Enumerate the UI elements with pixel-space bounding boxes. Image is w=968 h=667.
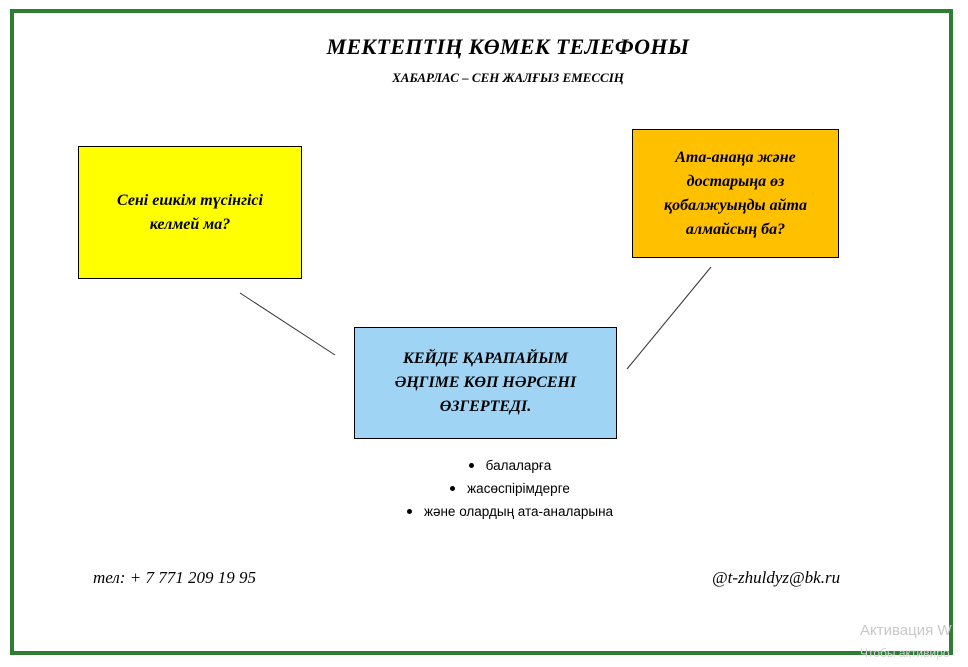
bullet-icon bbox=[450, 486, 455, 491]
question-left-text: Сені ешкім түсінгісі келмей ма? bbox=[117, 191, 263, 233]
bullet-icon bbox=[469, 463, 474, 468]
audience-item-parents: және олардың ата-аналарына bbox=[423, 504, 614, 519]
poster-title: МЕКТЕПТІҢ КӨМЕК ТЕЛЕФОНЫ bbox=[326, 34, 690, 59]
audience-list bbox=[380, 454, 640, 523]
activation-watermark-sub: Чтобы активиро bbox=[860, 646, 950, 660]
poster-subtitle: ХАБАРЛАС – СЕН ЖАЛҒЫЗ ЕМЕССІҢ bbox=[392, 70, 624, 85]
phone-number: тел: + 7 771 209 19 95 bbox=[93, 568, 256, 587]
audience-item-children: балаларға bbox=[485, 458, 552, 473]
list-item bbox=[380, 454, 640, 477]
email-address[interactable]: @t-zhuldyz@bk.ru bbox=[712, 568, 841, 587]
question-box-left bbox=[78, 146, 302, 279]
question-box-right bbox=[632, 129, 839, 258]
activation-watermark: Активация W bbox=[860, 622, 952, 639]
bullet-icon bbox=[407, 509, 412, 514]
question-right-text: Ата-анаңа және достарыңа өз қобалжуыңды айта алмайсың ба? bbox=[663, 148, 807, 238]
message-box-center bbox=[354, 327, 617, 439]
list-item bbox=[380, 500, 640, 523]
list-item bbox=[380, 477, 640, 500]
message-center-text: КЕЙДЕ ҚАРАПАЙЫМ ӘҢГІМЕ КӨП НӘРСЕНІ ӨЗГЕРТЕДІ. bbox=[394, 350, 577, 415]
audience-item-teens: жасөспірімдерге bbox=[467, 481, 570, 496]
